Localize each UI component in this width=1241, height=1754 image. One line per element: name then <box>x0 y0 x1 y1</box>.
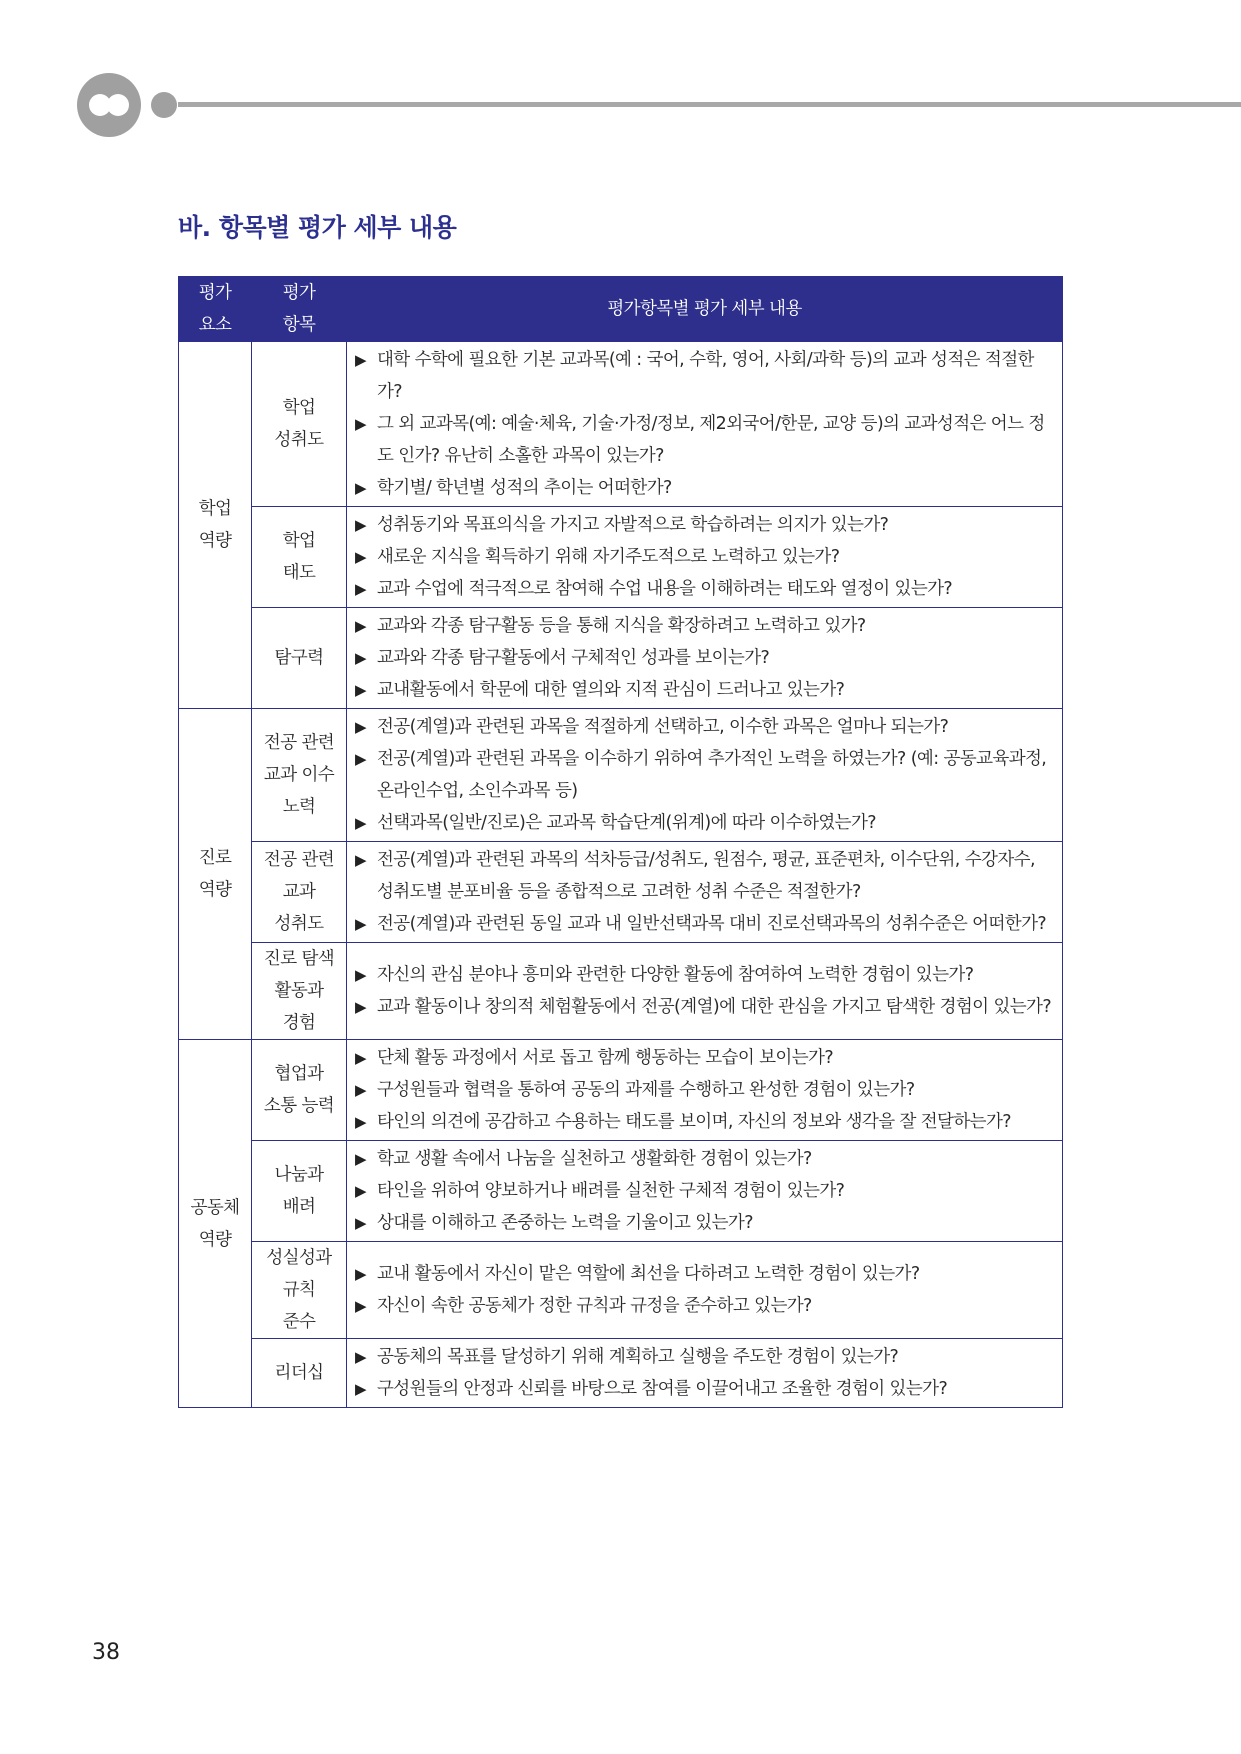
item-name-line: 탐구력 <box>274 648 324 668</box>
detail-item <box>355 573 1056 605</box>
bullet-arrow-icon: ▶ <box>355 851 366 869</box>
detail-content-cell <box>347 1141 1063 1242</box>
detail-item <box>355 1258 1056 1290</box>
detail-item <box>355 711 1056 743</box>
detail-text: 교내 활동에서 자신이 맡은 역할에 최선을 다하려고 노력한 경험이 있는가? <box>377 1264 920 1284</box>
table-row <box>179 507 1063 608</box>
table-row <box>179 943 1063 1040</box>
detail-content-cell <box>347 1040 1063 1141</box>
detail-item <box>355 472 1056 504</box>
detail-text: 교과 수업에 적극적으로 참여해 수업 내용을 이해하려는 태도와 열정이 있는가? <box>377 579 953 599</box>
detail-text: 새로운 지식을 획득하기 위해 자기주도적으로 노력하고 있는가? <box>377 547 840 567</box>
detail-item <box>355 1042 1056 1074</box>
evaluation-item-cell <box>252 943 347 1040</box>
detail-content-cell <box>347 342 1063 507</box>
detail-item <box>355 344 1056 408</box>
detail-text: 타인의 의견에 공감하고 수용하는 태도를 보이며, 자신의 정보와 생각을 잘 전달하는가? <box>377 1112 1011 1132</box>
table-row <box>179 1339 1063 1408</box>
table-row <box>179 1242 1063 1339</box>
element-line: 학업 <box>198 499 232 519</box>
bullet-arrow-icon: ▶ <box>355 1380 366 1398</box>
evaluation-item-cell <box>252 1141 347 1242</box>
detail-text: 교과와 각종 탐구활동 등을 통해 지식을 확장하려고 노력하고 있가? <box>377 616 866 636</box>
evaluation-element-cell <box>179 709 252 1040</box>
element-line: 역량 <box>198 531 232 551</box>
item-name-line: 교과 <box>282 882 316 902</box>
detail-item <box>355 1143 1056 1175</box>
table-row <box>179 608 1063 709</box>
item-name-line: 리더십 <box>274 1363 324 1383</box>
detail-item <box>355 610 1056 642</box>
item-name-line: 학업 <box>282 531 316 551</box>
element-line: 역량 <box>198 1229 232 1250</box>
evaluation-item-cell <box>252 1242 347 1339</box>
item-name-line: 성실성과 <box>266 1248 332 1268</box>
bullet-arrow-icon: ▶ <box>355 1348 366 1366</box>
bullet-arrow-icon: ▶ <box>355 1214 366 1232</box>
table-row <box>179 842 1063 943</box>
bullet-arrow-icon: ▶ <box>355 649 366 667</box>
section-title: 바. 항목별 평가 세부 내용 <box>178 213 457 242</box>
detail-item <box>355 408 1056 472</box>
detail-text: 상대를 이해하고 존중하는 노력을 기울이고 있는가? <box>377 1213 753 1233</box>
detail-content-cell <box>347 709 1063 842</box>
detail-text: 구성원들과 협력을 통하여 공동의 과제를 수행하고 완성한 경험이 있는가? <box>377 1080 915 1100</box>
bullet-arrow-icon: ▶ <box>355 479 366 497</box>
evaluation-item-cell <box>252 1339 347 1408</box>
detail-item <box>355 1074 1056 1106</box>
detail-text: 전공(계열)과 관련된 과목을 적절하게 선택하고, 이수한 과목은 얼마나 되는가? <box>377 717 949 737</box>
deco-inner-circle-right <box>107 94 129 116</box>
detail-text: 선택과목(일반/진로)은 교과목 학습단계(위계)에 따라 이수하였는가? <box>377 813 876 833</box>
detail-text: 학기별/ 학년별 성적의 추이는 어떠한가? <box>377 478 672 498</box>
item-name-line: 소통 능력 <box>263 1096 335 1116</box>
detail-item <box>355 541 1056 573</box>
bullet-arrow-icon: ▶ <box>355 580 366 598</box>
bullet-arrow-icon: ▶ <box>355 1297 366 1315</box>
evaluation-item-cell <box>252 342 347 507</box>
item-name-line: 성취도 <box>274 914 324 934</box>
bullet-arrow-icon: ▶ <box>355 1113 366 1131</box>
detail-text: 자신의 관심 분야나 흥미와 관련한 다양한 활동에 참여하여 노력한 경험이 있는가? <box>377 965 974 985</box>
item-name-line: 교과 이수 <box>263 765 335 785</box>
element-line: 역량 <box>198 880 232 900</box>
item-name-line: 전공 관련 <box>263 733 335 753</box>
evaluation-item-cell <box>252 1040 347 1141</box>
detail-item <box>355 1341 1056 1373</box>
detail-text: 교과 활동이나 창의적 체험활동에서 전공(계열)에 대한 관심을 가지고 탐색한 경험이 있는가? <box>377 997 1052 1017</box>
item-name-line: 성취도 <box>274 430 324 450</box>
detail-item <box>355 959 1056 991</box>
detail-text: 전공(계열)과 관련된 동일 교과 내 일반선택과목 대비 진로선택과목의 성취수준은 어떠한가? <box>377 914 1047 934</box>
detail-item <box>355 807 1056 839</box>
detail-item <box>355 1373 1056 1405</box>
detail-item <box>355 743 1056 807</box>
table-row <box>179 1040 1063 1141</box>
detail-text: 타인을 위하여 양보하거나 배려를 실천한 구체적 경험이 있는가? <box>377 1181 845 1201</box>
detail-item <box>355 1175 1056 1207</box>
item-name-line: 협업과 <box>274 1064 324 1084</box>
deco-line <box>178 102 1241 107</box>
evaluation-element-cell <box>179 1040 252 1408</box>
bullet-arrow-icon: ▶ <box>355 1265 366 1283</box>
detail-text: 성취동기와 목표의식을 가지고 자발적으로 학습하려는 의지가 있는가? <box>377 515 889 535</box>
evaluation-item-cell <box>252 842 347 943</box>
header-decoration <box>0 0 1241 150</box>
detail-item <box>355 1207 1056 1239</box>
detail-content-cell <box>347 842 1063 943</box>
detail-text: 공동체의 목표를 달성하기 위해 계획하고 실행을 주도한 경험이 있는가? <box>377 1347 899 1367</box>
detail-item <box>355 1106 1056 1138</box>
table-header-row <box>179 277 1063 342</box>
item-name-line: 준수 <box>282 1312 316 1332</box>
detail-item <box>355 1290 1056 1322</box>
detail-content-cell <box>347 608 1063 709</box>
element-line: 진로 <box>198 848 232 868</box>
detail-content-cell <box>347 943 1063 1040</box>
bullet-arrow-icon: ▶ <box>355 415 366 433</box>
detail-item <box>355 642 1056 674</box>
item-name-line: 나눔과 <box>274 1165 324 1185</box>
detail-item <box>355 674 1056 706</box>
bullet-arrow-icon: ▶ <box>355 718 366 736</box>
evaluation-item-cell <box>252 507 347 608</box>
table-row <box>179 342 1063 507</box>
header-line: 요소 <box>198 315 232 335</box>
table-row <box>179 1141 1063 1242</box>
item-name-line: 배려 <box>282 1197 316 1217</box>
header-line: 평가 <box>198 283 232 303</box>
table-row <box>179 709 1063 842</box>
detail-item <box>355 991 1056 1023</box>
bullet-arrow-icon: ▶ <box>355 617 366 635</box>
element-line: 공동체 <box>190 1197 240 1218</box>
bullet-arrow-icon: ▶ <box>355 915 366 933</box>
detail-content-cell <box>347 1242 1063 1339</box>
detail-text: 구성원들의 안정과 신뢰를 바탕으로 참여를 이끌어내고 조율한 경험이 있는가? <box>377 1379 948 1399</box>
evaluation-item-cell <box>252 709 347 842</box>
bullet-arrow-icon: ▶ <box>355 351 366 369</box>
detail-text: 전공(계열)과 관련된 과목을 이수하기 위하여 추가적인 노력을 하였는가? (예: 공동교육과정, 온라인수업, 소인수과목 등) <box>377 749 1047 801</box>
header-evaluation-item <box>252 277 347 342</box>
evaluation-element-cell <box>179 342 252 709</box>
table-body <box>179 342 1063 1408</box>
detail-text: 학교 생활 속에서 나눔을 실천하고 생활화한 경험이 있는가? <box>377 1149 812 1169</box>
detail-content-cell <box>347 507 1063 608</box>
bullet-arrow-icon: ▶ <box>355 681 366 699</box>
detail-text: 교과와 각종 탐구활동에서 구체적인 성과를 보이는가? <box>377 648 770 668</box>
deco-small-circle <box>151 92 177 118</box>
bullet-arrow-icon: ▶ <box>355 998 366 1016</box>
item-name-line: 진로 탐색 <box>263 949 335 969</box>
item-name-line: 학업 <box>282 398 316 418</box>
item-name-line: 태도 <box>282 563 316 583</box>
bullet-arrow-icon: ▶ <box>355 1150 366 1168</box>
detail-item <box>355 908 1056 940</box>
bullet-arrow-icon: ▶ <box>355 1081 366 1099</box>
detail-text: 단체 활동 과정에서 서로 돕고 함께 행동하는 모습이 보이는가? <box>377 1048 834 1068</box>
header-line: 항목 <box>282 315 316 335</box>
detail-text: 대학 수학에 필요한 기본 교과목(예 : 국어, 수학, 영어, 사회/과학 등)의 교과 성적은 적절한가? <box>377 350 1034 402</box>
detail-text: 자신이 속한 공동체가 정한 규칙과 규정을 준수하고 있는가? <box>377 1296 812 1316</box>
bullet-arrow-icon: ▶ <box>355 1182 366 1200</box>
header-detail-content: 평가항목별 평가 세부 내용 <box>347 277 1063 342</box>
detail-text: 전공(계열)과 관련된 과목의 석차등급/성취도, 원점수, 평균, 표준편차, 이수단위, 수강자수, 성취도별 분포비율 등을 종합적으로 고려한 성취 수준은 적절한가? <box>377 850 1035 902</box>
bullet-arrow-icon: ▶ <box>355 814 366 832</box>
bullet-arrow-icon: ▶ <box>355 966 366 984</box>
item-name-line: 활동과 <box>274 981 324 1001</box>
evaluation-item-cell <box>252 608 347 709</box>
item-name-line: 규칙 <box>282 1280 316 1300</box>
detail-content-cell <box>347 1339 1063 1408</box>
evaluation-table <box>178 276 1063 1408</box>
item-name-line: 경험 <box>282 1013 316 1033</box>
detail-item <box>355 509 1056 541</box>
bullet-arrow-icon: ▶ <box>355 548 366 566</box>
header-line: 평가 <box>282 283 316 303</box>
item-name-line: 노력 <box>282 797 316 817</box>
page-number: 38 <box>92 1640 120 1665</box>
bullet-arrow-icon: ▶ <box>355 750 366 768</box>
header-evaluation-element <box>179 277 252 342</box>
bullet-arrow-icon: ▶ <box>355 516 366 534</box>
detail-text: 그 외 교과목(예: 예술·체육, 기술·가정/정보, 제2외국어/한문, 교양 등)의 교과성적은 어느 정도 인가? 유난히 소홀한 과목이 있는가? <box>377 414 1045 466</box>
item-name-line: 전공 관련 <box>263 850 335 870</box>
bullet-arrow-icon: ▶ <box>355 1049 366 1067</box>
detail-item <box>355 844 1056 908</box>
detail-text: 교내활동에서 학문에 대한 열의와 지적 관심이 드러나고 있는가? <box>377 680 845 700</box>
